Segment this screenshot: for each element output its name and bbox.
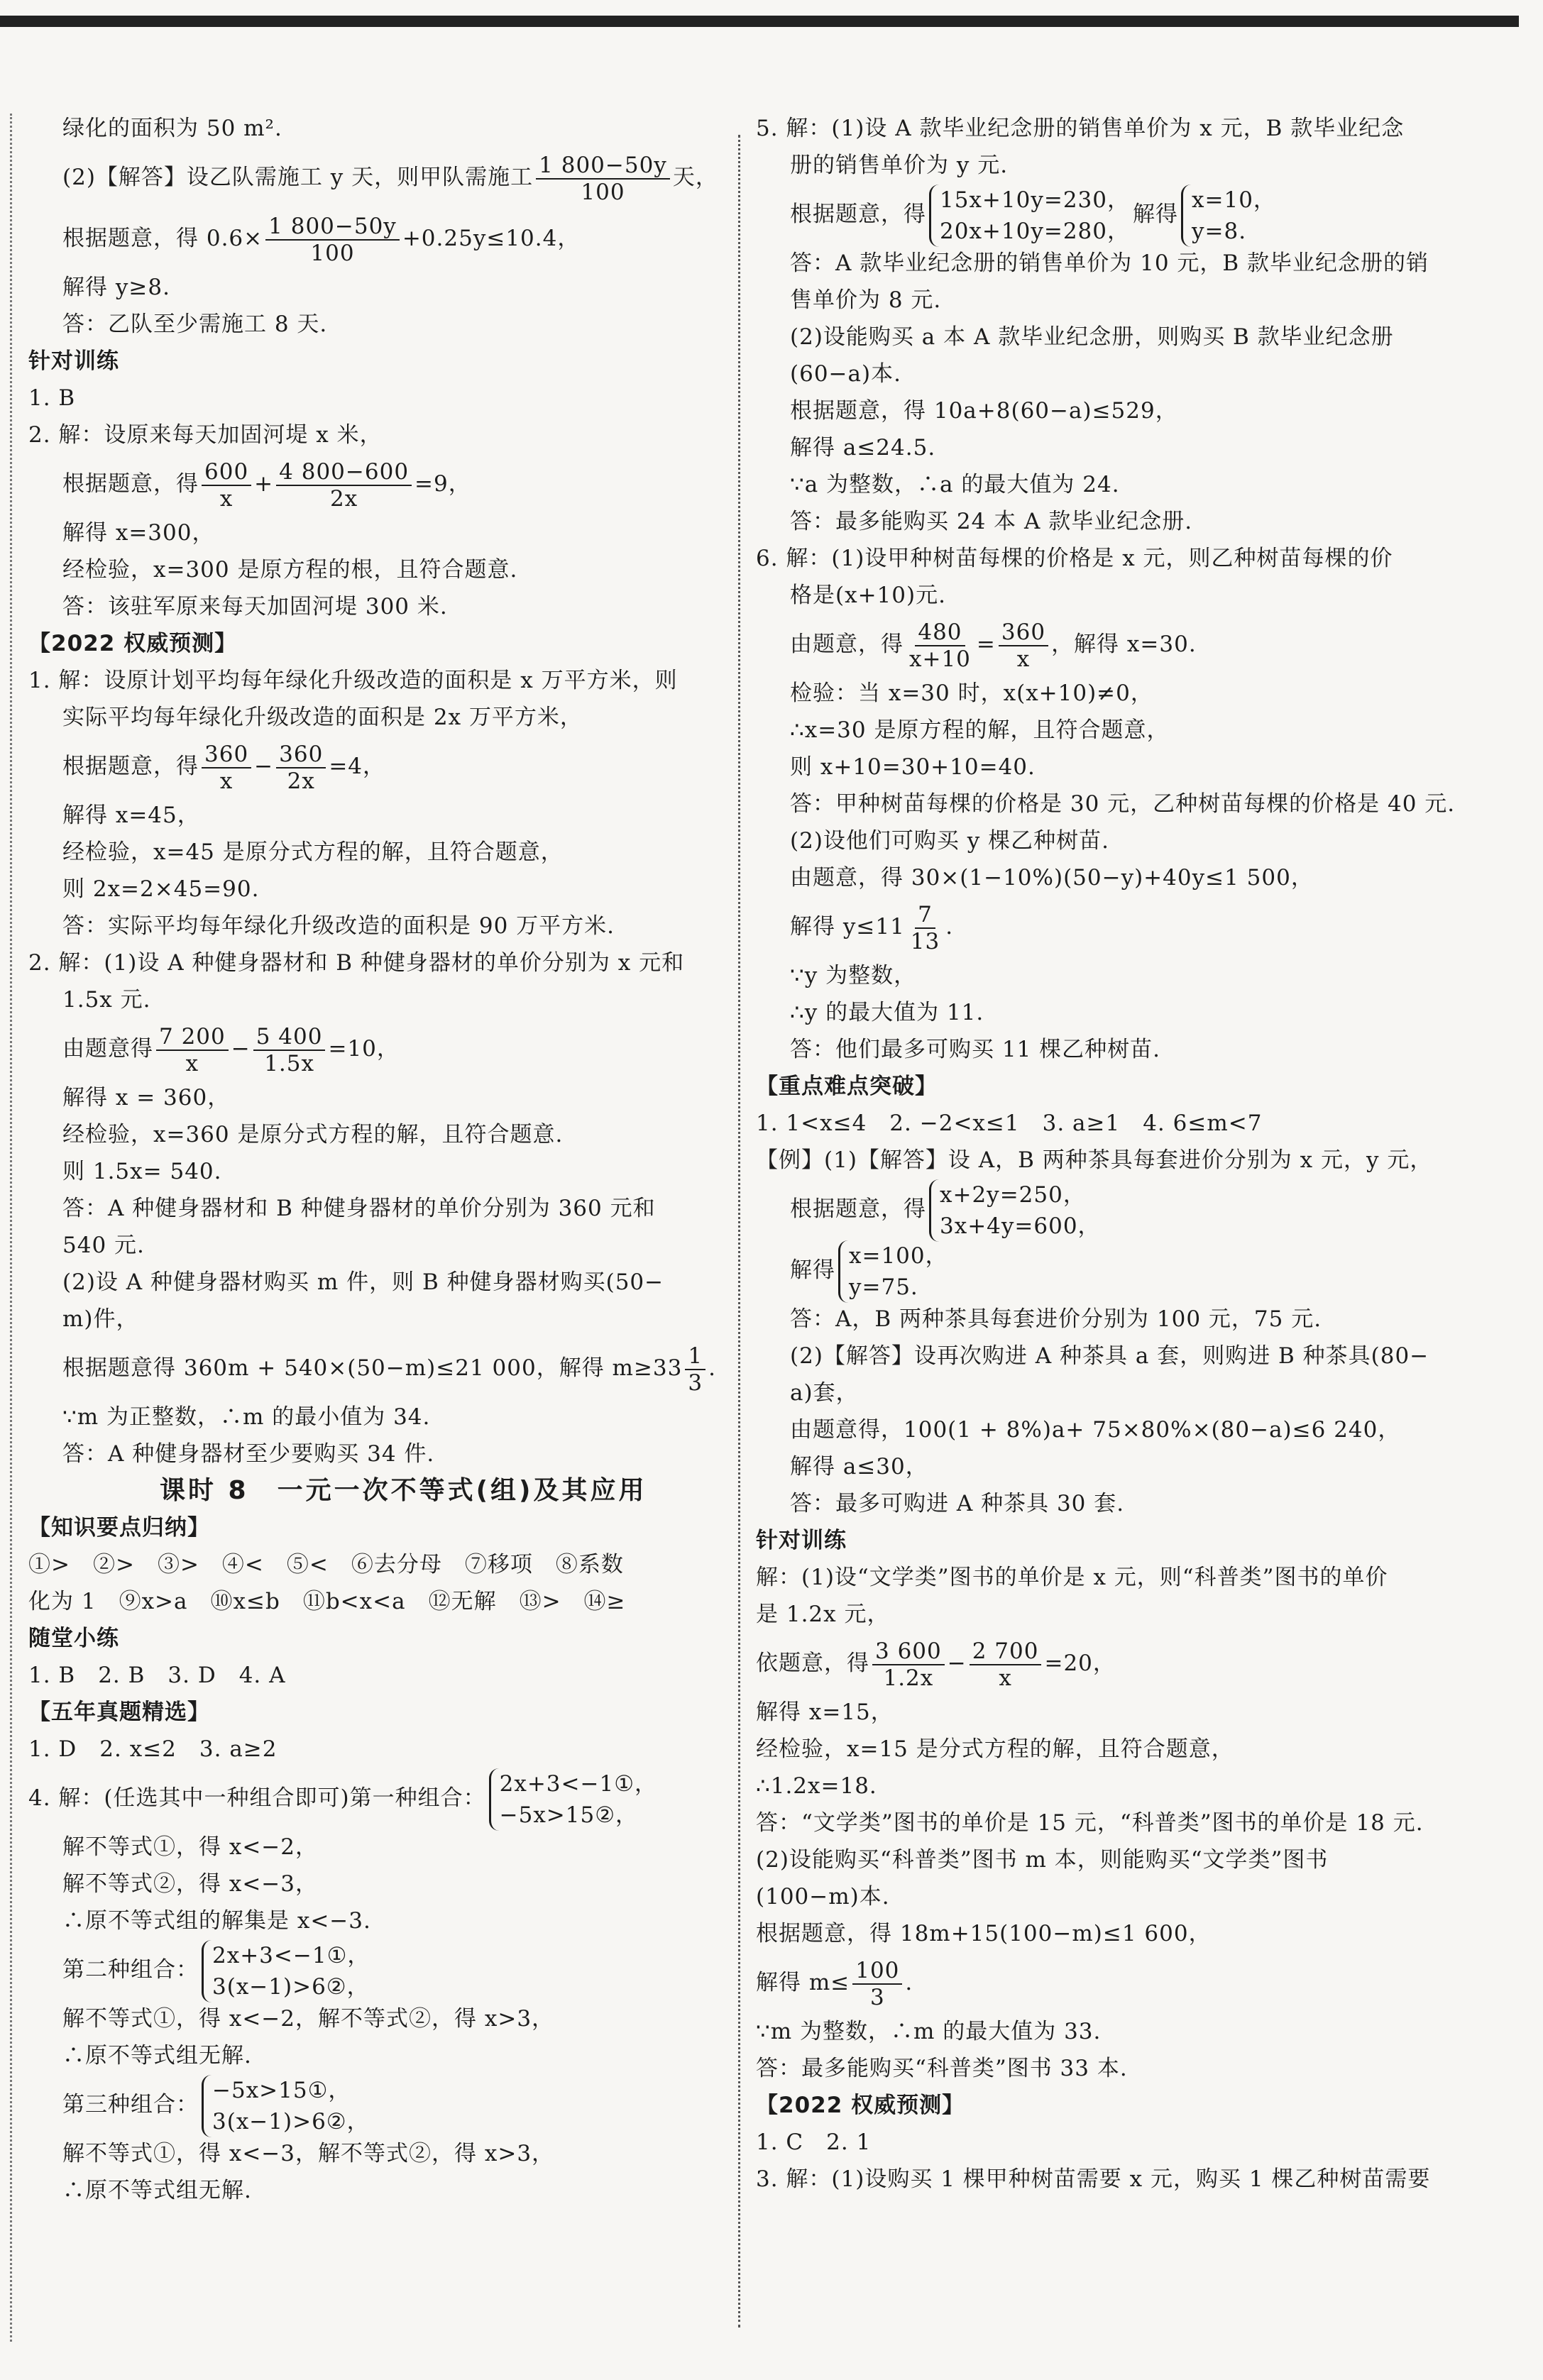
text-line: 由题意，得 30×(1−10%)(50−y)+40y≤1 500，: [790, 865, 1314, 891]
text-line: 解得 x=15，: [756, 1699, 894, 1725]
line-text: ，解得 x=30.: [1051, 632, 1197, 657]
text-line: 售单价为 8 元.: [790, 287, 942, 313]
column-divider: [738, 135, 740, 2327]
text-line: 答：甲种树苗每棵的价格是 30 元，乙种树苗每棵的价格是 40 元.: [790, 791, 1456, 817]
line-text: 根据题意，得: [62, 754, 199, 779]
text-line: 解：(1)设“文学类”图书的单价是 x 元，则“科普类”图书的单价: [756, 1565, 1388, 1590]
fraction-numerator: 360: [276, 742, 326, 768]
text-line: 答：“文学类”图书的单价是 15 元，“科普类”图书的单价是 18 元.: [756, 1810, 1424, 1836]
line-text: =9，: [414, 471, 471, 497]
fraction: [908, 902, 943, 954]
text-line: 针对训练: [756, 1528, 847, 1553]
fraction: [156, 1024, 229, 1076]
line-text: 解得 y≤11: [790, 914, 905, 940]
fraction: [852, 1958, 902, 2010]
line-text: 依题意，得: [756, 1651, 869, 1676]
text-line: 实际平均每年绿化升级改造的面积是 2x 万平方米，: [62, 705, 583, 730]
fraction-numerator: 7 200: [156, 1024, 229, 1051]
text-line: 由题意得，100(1 + 8%)a+ 75×80%×(80−a)≤6 240，: [790, 1417, 1401, 1443]
text-line: 答：乙队至少需施工 8 天.: [62, 312, 328, 337]
line-text: 天，: [672, 165, 718, 190]
line-text: 由题意得: [62, 1036, 153, 1062]
fraction-denominator: 13: [910, 928, 940, 954]
text-line: 经检验，x=300 是原方程的根，且符合题意.: [62, 557, 518, 583]
equation-system: [202, 1940, 370, 2002]
system-line: 3(x−1)>6②，: [212, 1973, 370, 2000]
equation-system: [929, 1179, 1101, 1242]
text-line: 经检验，x=45 是原分式方程的解，且符合题意，: [62, 839, 564, 865]
system-line: x=10，: [1192, 187, 1276, 213]
fraction: [872, 1638, 945, 1691]
text-line: 针对训练: [28, 348, 119, 374]
text-line: (2)【解答】设再次购进 A 种茶具 a 套，则购进 B 种茶具(80−: [790, 1343, 1429, 1369]
fraction-denominator: 3: [688, 1370, 703, 1396]
text-line: 则 1.5x= 540.: [62, 1159, 222, 1184]
text-line: 根据题意，得 10a+8(60−a)≤529，: [790, 398, 1178, 424]
fraction-denominator: x: [219, 485, 234, 512]
left-margin-rule: [10, 114, 12, 2342]
text-line: ①> ②> ③> ④< ⑤< ⑥去分母 ⑦移项 ⑧系数: [28, 1552, 624, 1577]
text-line: 格是(x+10)元.: [790, 583, 946, 608]
fraction-denominator: 1.2x: [883, 1665, 934, 1691]
text-line: ∵a 为整数，∴a 的最大值为 24.: [790, 472, 1120, 497]
system-line: 2x+3<−1①，: [499, 1770, 657, 1797]
line-text: 解得 m≤: [756, 1970, 850, 1995]
text-line: ∴原不等式组的解集是 x<−3.: [62, 1908, 371, 1934]
text-line: (2)设能购买 a 本 A 款毕业纪念册，则购买 B 款毕业纪念册: [790, 324, 1394, 350]
fraction-denominator: 2x: [329, 485, 358, 512]
text-line: 【2022 权威预测】: [756, 2093, 965, 2118]
text-line: 答：他们最多可购买 11 棵乙种树苗.: [790, 1037, 1161, 1062]
line-text: 解得: [1133, 202, 1179, 227]
text-line: [14, 1338, 724, 1399]
text-line: (2)设能购买“科普类”图书 m 本，则能购买“文学类”图书: [756, 1847, 1329, 1873]
fraction-numerator: 1: [685, 1343, 705, 1370]
text-line: 绿化的面积为 50 m².: [62, 116, 282, 141]
fraction-numerator: 3 600: [872, 1638, 945, 1665]
text-line: 解得 x=45，: [62, 803, 200, 828]
line-text: 根据题意得 360m + 540×(50−m)≤21 000，解得 m≥33: [62, 1355, 683, 1381]
equation-system: [489, 1768, 657, 1831]
text-line: (60−a)本.: [790, 361, 901, 387]
line-text: 根据题意，得: [790, 1196, 926, 1222]
text-line: 1. D 2. x≤2 3. a≥2: [28, 1736, 278, 1762]
text-line: 2. 解：(1)设 A 种健身器材和 B 种健身器材的单价分别为 x 元和: [28, 950, 685, 976]
text-line: 则 x+10=30+10=40.: [790, 754, 1036, 780]
system-line: x=100，: [849, 1243, 948, 1269]
text-line: [742, 1240, 1473, 1301]
text-line: (100−m)本.: [756, 1884, 890, 1910]
fraction: [685, 1343, 705, 1396]
text-line: [14, 453, 724, 514]
text-line: 化为 1 ⑨x>a ⑩x≤b ⑪b<x<a ⑫无解 ⑬> ⑭≥: [28, 1589, 626, 1614]
top-border-bar: [0, 16, 1519, 27]
text-line: ∴原不等式组无解.: [62, 2178, 252, 2203]
text-line: 答：A，B 两种茶具每套进价分别为 100 元，75 元.: [790, 1306, 1322, 1332]
text-line: 解得 y≥8.: [62, 275, 170, 300]
fraction-numerator: 5 400: [253, 1024, 326, 1051]
system-line: y=75.: [849, 1274, 918, 1300]
text-line: 课时 8 一元一次不等式(组)及其应用: [160, 1476, 647, 1505]
text-line: [14, 1768, 724, 1829]
text-line: 答：实际平均每年绿化升级改造的面积是 90 万平方米.: [62, 913, 615, 939]
line-text: =4，: [329, 754, 386, 779]
system-line: 3x+4y=600，: [940, 1213, 1101, 1239]
text-line: 解得 x = 360，: [62, 1085, 231, 1111]
line-text: 由题意，得: [790, 632, 904, 657]
text-line: 答：最多可购进 A 种茶具 30 套.: [790, 1491, 1125, 1516]
text-line: 解不等式①，得 x<−3，解不等式②，得 x>3，: [62, 2141, 555, 2166]
text-line: 1. B: [28, 385, 76, 411]
fraction-denominator: 100: [310, 240, 355, 266]
text-line: 是 1.2x 元，: [756, 1602, 890, 1627]
fraction: [536, 153, 670, 205]
system-line: −5x>15②，: [499, 1802, 639, 1828]
text-line: 1. 解：设原计划平均每年绿化升级改造的面积是 x 万平方米，则: [28, 668, 678, 693]
fraction-denominator: 3: [869, 1984, 885, 2010]
fraction-denominator: 1.5x: [264, 1050, 314, 1076]
operator: −: [947, 1651, 967, 1676]
text-line: 答：最多能购买 24 本 A 款毕业纪念册.: [790, 509, 1193, 534]
text-line: a)套，: [790, 1380, 859, 1406]
line-text: .: [708, 1355, 716, 1381]
fraction: [970, 1638, 1042, 1691]
system-line: y=8.: [1192, 218, 1247, 244]
fraction-numerator: 1 800−50y: [536, 153, 670, 180]
left-column: [14, 110, 724, 2209]
text-line: ∵m 为正整数，∴m 的最小值为 34.: [62, 1404, 431, 1430]
text-line: [742, 1633, 1473, 1694]
system-line: 2x+3<−1①，: [212, 1942, 370, 1968]
text-line: 解不等式①，得 x<−2，解不等式②，得 x>3，: [62, 2006, 555, 2032]
line-text: 解得: [790, 1257, 835, 1283]
fraction-denominator: 2x: [287, 768, 315, 794]
fraction: [253, 1024, 326, 1076]
text-line: 5. 解：(1)设 A 款毕业纪念册的销售单价为 x 元，B 款毕业纪念: [756, 116, 1405, 141]
fraction-denominator: 100: [581, 179, 625, 205]
fraction-numerator: 4 800−600: [276, 459, 412, 486]
line-text: 第三种组合：: [62, 2092, 199, 2117]
fraction: [276, 459, 412, 512]
fraction: [265, 214, 400, 266]
fraction-numerator: 100: [852, 1958, 902, 1985]
system-line: 15x+10y=230，: [940, 187, 1131, 213]
text-line: 解不等式②，得 x<−3，: [62, 1871, 319, 1897]
text-line: [742, 896, 1473, 957]
equation-system: [929, 184, 1130, 247]
line-text: 根据题意，得: [62, 471, 199, 497]
text-line: ∴y 的最大值为 11.: [790, 1000, 984, 1025]
text-line: 答：该驻军原来每天加固河堤 300 米.: [62, 594, 448, 619]
text-line: 解不等式①，得 x<−2，: [62, 1834, 319, 1860]
text-line: 答：A 款毕业纪念册的销售单价为 10 元，B 款毕业纪念册的销: [790, 250, 1429, 276]
system-line: 3(x−1)>6②，: [212, 2108, 370, 2134]
fraction-numerator: 480: [915, 619, 965, 646]
text-line: 经检验，x=15 是分式方程的解，且符合题意，: [756, 1736, 1234, 1762]
text-line: ∴x=30 是原方程的解，且符合题意，: [790, 717, 1170, 743]
operator: +: [254, 471, 274, 497]
text-line: ∴1.2x=18.: [756, 1773, 877, 1799]
text-line: [14, 147, 724, 208]
line-text: 根据题意，得: [790, 202, 926, 227]
text-line: 540 元.: [62, 1233, 145, 1258]
text-line: 册的销售单价为 y 元.: [790, 153, 1009, 178]
text-line: 【知识要点归纳】: [28, 1515, 210, 1541]
text-line: 1. B 2. B 3. D 4. A: [28, 1663, 286, 1688]
text-line: 检验：当 x=30 时，x(x+10)≠0，: [790, 681, 1153, 706]
text-line: (2)设 A 种健身器材购买 m 件，则 B 种健身器材购买(50−: [62, 1269, 664, 1295]
text-line: [14, 2074, 724, 2135]
fraction-denominator: x: [219, 768, 234, 794]
text-line: 1.5x 元.: [62, 987, 151, 1013]
line-text: (2)【解答】设乙队需施工 y 天，则甲队需施工: [62, 165, 534, 190]
fraction: [906, 619, 974, 672]
equation-system: [838, 1240, 948, 1303]
system-line: −5x>15①，: [212, 2077, 351, 2103]
line-text: .: [905, 1970, 913, 1995]
text-line: 根据题意，得 18m+15(100−m)≤1 600，: [756, 1921, 1212, 1946]
text-line: [742, 184, 1473, 245]
fraction-numerator: 600: [202, 459, 251, 486]
fraction-denominator: x: [1016, 646, 1031, 672]
operator: −: [254, 754, 274, 779]
text-line: 随堂小练: [28, 1626, 119, 1651]
text-line: (2)设他们可购买 y 棵乙种树苗.: [790, 828, 1109, 854]
operator: −: [231, 1036, 251, 1062]
text-line: 答：A 种健身器材和 B 种健身器材的单价分别为 360 元和: [62, 1196, 656, 1221]
text-line: [742, 614, 1473, 675]
line-text: =20，: [1044, 1651, 1116, 1676]
fraction-numerator: 1 800−50y: [265, 214, 400, 241]
text-line: 3. 解：(1)设购买 1 棵甲种树苗需要 x 元，购买 1 棵乙种树苗需要: [756, 2166, 1431, 2192]
text-line: 答：A 种健身器材至少要购买 34 件.: [62, 1441, 435, 1467]
line-text: 4. 解：(任选其中一种组合即可)第一种组合：: [28, 1785, 486, 1811]
text-line: [742, 1952, 1473, 2013]
text-line: 【2022 权威预测】: [28, 631, 238, 656]
operator: =: [976, 632, 996, 657]
text-line: 则 2x=2×45=90.: [62, 876, 260, 902]
text-line: [14, 1939, 724, 2000]
line-text: .: [945, 914, 954, 940]
text-line: 答：最多能购买“科普类”图书 33 本.: [756, 2056, 1128, 2081]
fraction: [276, 742, 326, 794]
text-line: ∴原不等式组无解.: [62, 2043, 252, 2068]
line-text: +0.25y≤10.4，: [402, 226, 581, 251]
text-line: 【重点难点突破】: [756, 1074, 938, 1099]
text-line: 【例】(1)【解答】设 A，B 两种茶具每套进价分别为 x 元，y 元，: [756, 1147, 1433, 1173]
text-line: 2. 解：设原来每天加固河堤 x 米，: [28, 422, 383, 448]
text-line: 经检验，x=360 是原分式方程的解，且符合题意.: [62, 1122, 564, 1147]
line-text: 第二种组合：: [62, 1957, 199, 1983]
equation-system: [202, 2075, 370, 2137]
text-line: 解得 a≤24.5.: [790, 435, 936, 461]
text-line: [14, 208, 724, 269]
text-line: 1. C 2. 1: [756, 2130, 872, 2155]
text-line: m)件，: [62, 1306, 139, 1332]
text-line: 解得 a≤30，: [790, 1454, 928, 1480]
line-text: 根据题意，得 0.6×: [62, 226, 263, 251]
fraction: [202, 742, 251, 794]
text-line: 【五年真题精选】: [28, 1699, 210, 1725]
fraction: [202, 459, 251, 512]
fraction-denominator: x: [999, 1665, 1012, 1691]
text-line: [742, 1179, 1473, 1240]
fraction-denominator: x+10: [909, 646, 971, 672]
text-line: 1. 1<x≤4 2. −2<x≤1 3. a≥1 4. 6≤m<7: [756, 1111, 1263, 1136]
fraction-numerator: 2 700: [970, 1638, 1042, 1665]
text-line: ∵m 为整数，∴m 的最大值为 33.: [756, 2019, 1102, 2044]
fraction: [999, 619, 1048, 672]
text-line: [14, 736, 724, 797]
right-column: [742, 110, 1473, 2198]
text-line: [14, 1018, 724, 1079]
text-line: ∵y 为整数，: [790, 963, 917, 988]
fraction-numerator: 360: [202, 742, 251, 768]
line-text: =10，: [328, 1036, 400, 1062]
system-line: 20x+10y=280，: [940, 218, 1131, 244]
text-line: 6. 解：(1)设甲种树苗每棵的价格是 x 元，则乙种树苗每棵的价: [756, 546, 1393, 571]
system-line: x+2y=250，: [940, 1181, 1086, 1208]
fraction-numerator: 360: [999, 619, 1048, 646]
fraction-denominator: x: [185, 1050, 199, 1076]
text-line: 解得 x=300，: [62, 520, 215, 546]
fraction-numerator: 7: [915, 902, 935, 929]
equation-system: [1181, 184, 1276, 247]
